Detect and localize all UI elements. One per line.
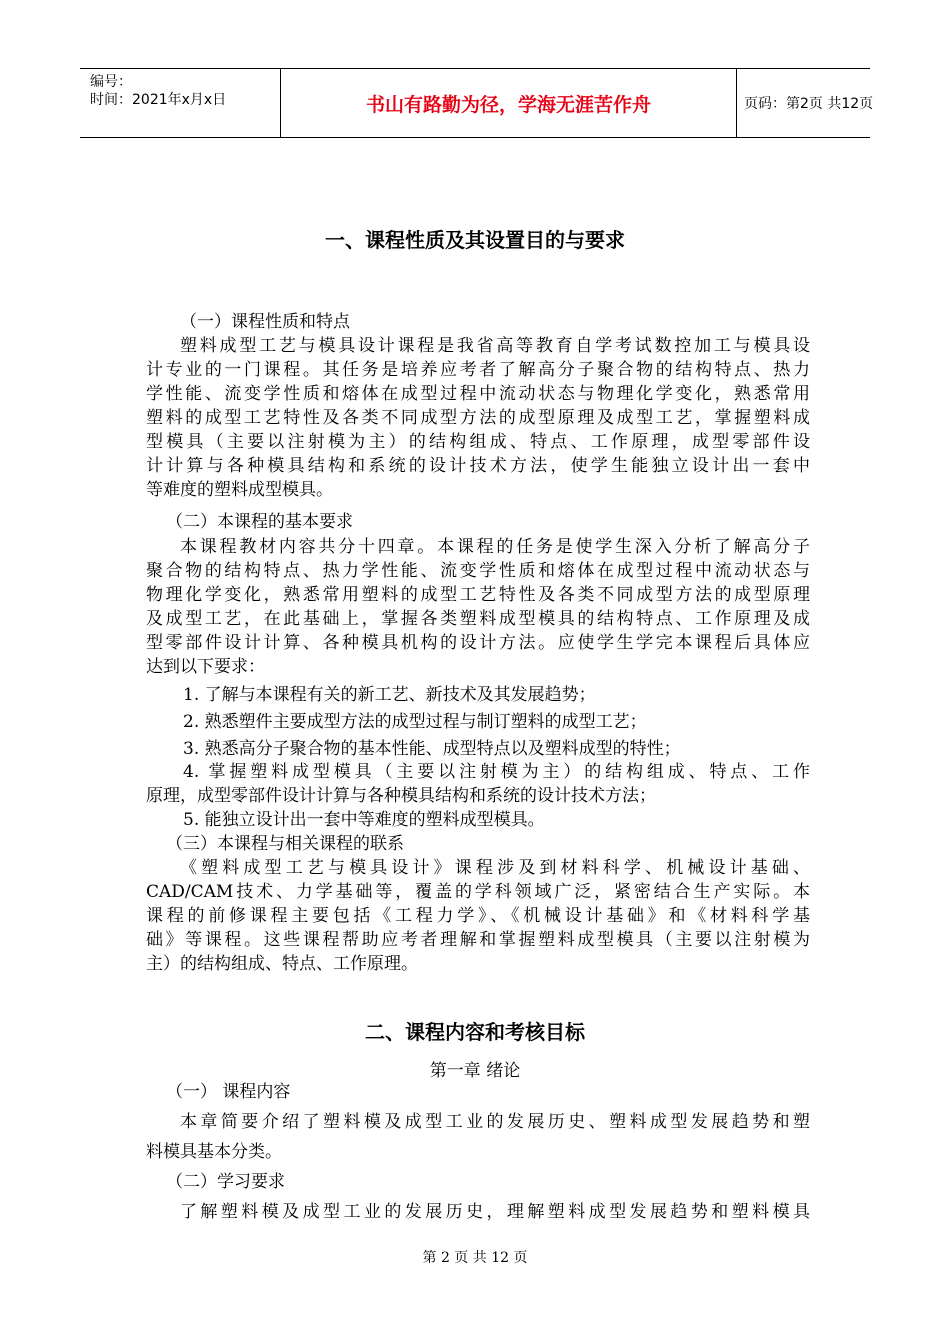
sub2-heading: （二）本课程的基本要求 [166,512,353,532]
header-right [736,69,874,137]
motto-text: 书山有路勤为径，学海无涯苦作舟 [365,93,651,116]
requirement-item: 4. 掌握塑料成型模具（主要以注射模为主）的结构组成、特点、工作 [183,762,810,782]
para-line: 达到以下要求： [146,657,265,677]
para-line: 学性能、流变学性质和熔体在成型过程中流动状态与物理化学变化，熟悉常用 [146,384,810,404]
page-header [80,68,874,138]
para-line: 物理化学变化，熟悉常用塑料的成型工艺特性及各类不同成型方法的成型原理 [146,585,810,605]
para-line: 及成型工艺，在此基础上，掌握各类塑料成型模具的结构特点、工作原理及成 [146,609,810,629]
para-line: 料模具基本分类。 [146,1142,282,1162]
requirement-item: 1. 了解与本课程有关的新工艺、新技术及其发展趋势； [183,685,596,705]
requirement-item: 3. 熟悉高分子聚合物的基本性能、成型特点以及塑料成型的特性； [183,739,681,759]
chapter-title: 第一章 绪论 [429,1061,521,1081]
para-line: 型零部件设计计算、各种模具机构的设计方法。应使学生学完本课程后具体应 [146,633,810,653]
para-line: 计计算与各种模具结构和系统的设计技术方法，使学生能独立设计出一套中 [146,456,810,476]
header-left [80,69,280,137]
para-line: 本章简要介绍了塑料模及成型工业的发展历史、塑料成型发展趋势和塑 [180,1112,810,1132]
sub2-heading: （二）学习要求 [166,1172,285,1192]
para-line: CAD/CAM技术、力学基础等，覆盖的学科领域广泛，紧密结合生产实际。本 [146,882,810,902]
page-footer: 第 2 页 共 12 页 [422,1250,528,1266]
requirement-item: 5. 能独立设计出一套中等难度的塑料成型模具。 [183,810,545,830]
requirement-item-cont: 原理，成型零部件设计计算与各种模具结构和系统的设计技术方法； [146,786,656,806]
para-line: 《塑料成型工艺与模具设计》课程涉及到材料科学、机械设计基础、 [180,858,810,878]
page-info: 页码：第2页 共12页 [744,96,874,112]
para-line: 了解塑料模及成型工业的发展历史，理解塑料成型发展趋势和塑料模具 [180,1202,810,1222]
doc-number-label: 编号： [90,74,132,90]
header-motto-cell [280,69,737,137]
para-line: 等难度的塑料成型模具。 [146,480,333,500]
section1-title: 一、课程性质及其设置目的与要求 [325,228,625,252]
para-line: 课程的前修课程主要包括《工程力学》、《机械设计基础》和《材料科学基 [146,906,810,926]
para-line: 本课程教材内容共分十四章。本课程的任务是使学生深入分析了解高分子 [180,537,810,557]
sub1-heading: （一） 课程内容 [166,1082,291,1102]
para-line: 塑料成型工艺与模具设计课程是我省高等教育自学考试数控加工与模具设 [180,336,810,356]
para-line: 主）的结构组成、特点、工作原理。 [146,954,418,974]
sub3-heading: （三）本课程与相关课程的联系 [166,834,404,854]
para-line: 础》等课程。这些课程帮助应考者理解和掌握塑料成型模具（主要以注射模为 [146,930,810,950]
doc-time-label: 时间：2021年x月x日 [90,92,227,108]
para-line: 计专业的一门课程。其任务是培养应考者了解高分子聚合物的结构特点、热力 [146,360,810,380]
para-line: 塑料的成型工艺特性及各类不同成型方法的成型原理及成型工艺，掌握塑料成 [146,408,810,428]
section2-title: 二、课程内容和考核目标 [365,1020,585,1044]
para-line: 聚合物的结构特点、热力学性能、流变学性质和熔体在成型过程中流动状态与 [146,561,810,581]
sub1-heading: （一）课程性质和特点 [180,312,350,332]
para-line: 型模具（主要以注射模为主）的结构组成、特点、工作原理，成型零部件设 [146,432,810,452]
requirement-item: 2. 熟悉塑件主要成型方法的成型过程与制订塑料的成型工艺； [183,712,647,732]
